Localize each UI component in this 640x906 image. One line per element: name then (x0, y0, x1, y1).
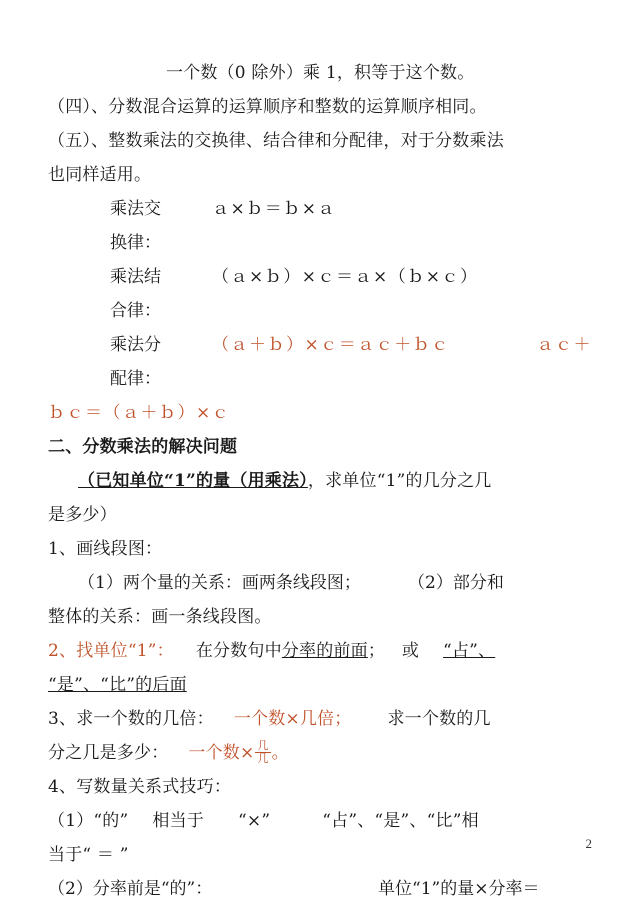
text-line-7: 1、画线段图： (48, 539, 163, 559)
text-line-16: 当于“ ＝ ” (48, 845, 129, 865)
formula-commutative-body: ａ×ｂ＝ｂ×ａ (212, 199, 336, 219)
text-line-17-b: 单位“1”的量×分率＝ (378, 879, 540, 899)
text-line-8-a: （1）两个量的关系：画两条线段图； (78, 573, 361, 593)
text-line-4: 也同样适用。 (48, 165, 152, 185)
text-line-5-emphasis: （已知单位“1”的量（用乘法） (78, 471, 308, 491)
text-line-6: 是多少） (48, 505, 117, 525)
text-line-17-a: （2）分率前是“的”： (48, 879, 213, 899)
text-line-11: “是”、“比”的后面 (48, 675, 187, 695)
text-line-15-d: “占”、“是”、“比”相 (322, 811, 479, 831)
text-line-8 (48, 566, 592, 600)
text-line-12-c: 求一个数的几 (387, 709, 491, 729)
text-line-15-a: （1）“的” (48, 811, 129, 831)
fraction-numerator: 几 (257, 739, 269, 752)
formula-commutative-label: 乘法交换律： (110, 199, 161, 253)
text-line-5 (48, 464, 592, 498)
text-line-13-a: 分之几是多少： (48, 743, 169, 763)
formula-distributive-body: （ａ＋ｂ）×ｃ＝ａｃ＋ｂｃ (212, 335, 450, 355)
text-line-10 (48, 634, 592, 668)
heading-section-two: 二、分数乘法的解决问题 (48, 437, 238, 457)
fraction-denominator: 几 (257, 752, 269, 765)
text-line-13-c: 。 (271, 743, 289, 763)
formula-distributive-label: 乘法分配律： (110, 335, 161, 389)
formula-distributive-continued: ｂｃ＝（ａ＋ｂ）×ｃ (48, 403, 231, 423)
text-line-14: 4、写数量关系式技巧： (48, 777, 232, 797)
text-line-15-c: “×” (238, 811, 271, 831)
formula-associative-label: 乘法结合律： (110, 267, 161, 321)
text-line-10-b: 在分数句中 (195, 641, 282, 661)
formula-commutative (48, 192, 592, 260)
text-line-15-b: 相当于 (152, 811, 205, 831)
text-line-10-c: 分率的前面 (281, 641, 368, 661)
formula-distributive (48, 328, 592, 396)
text-line-10-a: 2、找单位“1”： (48, 641, 174, 661)
text-line-9: 整体的关系：画一条线段图。 (48, 607, 272, 627)
text-line-10-d: ； 或 (367, 641, 420, 661)
text-line-5-rest: ，求单位“1”的几分之几 (307, 471, 492, 491)
text-line-2: （四）、分数混合运算的运算顺序和整数的运算顺序相同。 (48, 97, 487, 117)
text-line-17 (48, 872, 592, 906)
formula-associative-body: （ａ×ｂ）×ｃ＝ａ×（ｂ×ｃ） (212, 267, 479, 287)
text-line-8-b: （2）部分和 (408, 573, 504, 593)
fraction-ji-ji (255, 740, 270, 765)
text-line-15 (48, 804, 592, 838)
text-line-10-e: “占”、 (443, 641, 496, 661)
text-line-12-a: 3、求一个数的几倍： (48, 709, 214, 729)
text-line-13-b: 一个数× (188, 743, 255, 763)
text-line-3: （五）、整数乘法的交换律、结合律和分配律，对于分数乘法 (48, 131, 504, 151)
text-line-12 (48, 702, 592, 736)
text-line-1: 一个数（0 除外）乘 1，积等于这个数。 (166, 63, 475, 83)
page-number: 2 (585, 836, 592, 851)
text-line-12-b: 一个数×几倍； (233, 709, 352, 729)
formula-associative (48, 260, 592, 328)
formula-distributive-body-2: ａｃ＋ (536, 335, 592, 355)
text-line-13 (48, 736, 592, 770)
